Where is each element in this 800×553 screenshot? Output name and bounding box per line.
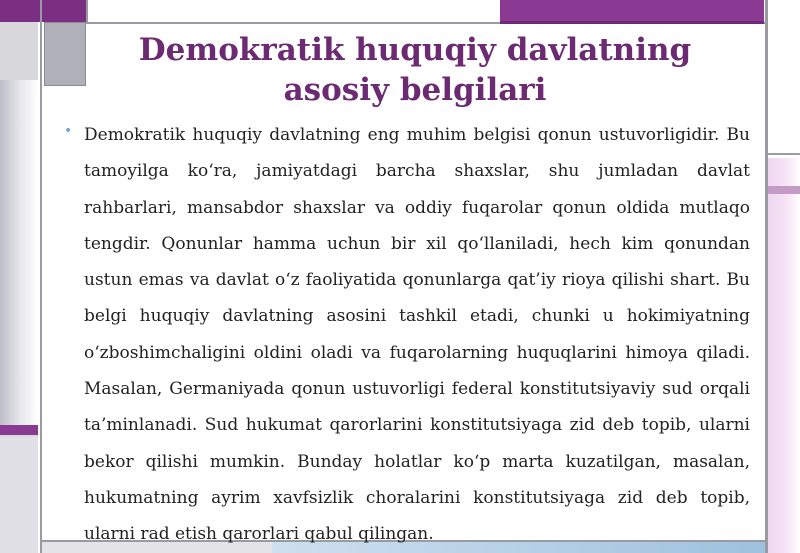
body-paragraph: Demokratik huquqiy davlatning eng muhim belgisi qonun ustuvorligidir. Bu tamoyilga ko‘ra, jamiyatdagi barcha shaxslar, shu jumladan davlat rahbarlari, mansabdor shaxslar va oddiy fuqarolar qonun oldida mutlaqo tengdir. Qonunlar hamma uchun bir xil qo‘llaniladi, hech kim qonundan ustun emas va davlat o‘z faoliyatida qonunlarga qat’iy rioya qilishi shart. Bu belgi huquqiy davlatning asosini tashkil etadi, chunki u hokimiyatning o‘zboshimchaligini oldini oladi va fuqarolarning huquqlarini himoya qiladi. Masalan, Germaniyada qonun ustuvorligi federal konstitutsiyaviy sud orqali ta’minlanadi. Sud hukumat qarorlarini konstitutsiyaga zid deb topib, ularni bekor qilishi mumkin. Bunday holatlar ko‘p marta kuzatilgan, masalan, hukumatning ayrim xavfsizlik choralarini konstitutsiyaga zid deb topib, ularni rad etish qarorlari qabul qilingan.	[84, 125, 750, 545]
top-white-block	[86, 0, 500, 22]
left-lower-panel	[0, 437, 38, 553]
right-top-white-panel	[768, 0, 800, 155]
left-border-line	[40, 0, 42, 553]
slide-title: Demokratik huquqiy davlatning asosiy belgilari	[138, 32, 692, 108]
left-purple-bar	[0, 425, 38, 435]
slide-body	[64, 117, 750, 553]
top-right-purple-block	[500, 0, 764, 24]
right-pink-panel	[768, 158, 800, 553]
left-gradient-strip	[0, 80, 38, 425]
top-left-purple-block	[0, 0, 86, 22]
bullet-marker: •	[64, 123, 73, 139]
right-purple-bar	[768, 186, 800, 194]
top-left-gray-square	[44, 22, 86, 86]
